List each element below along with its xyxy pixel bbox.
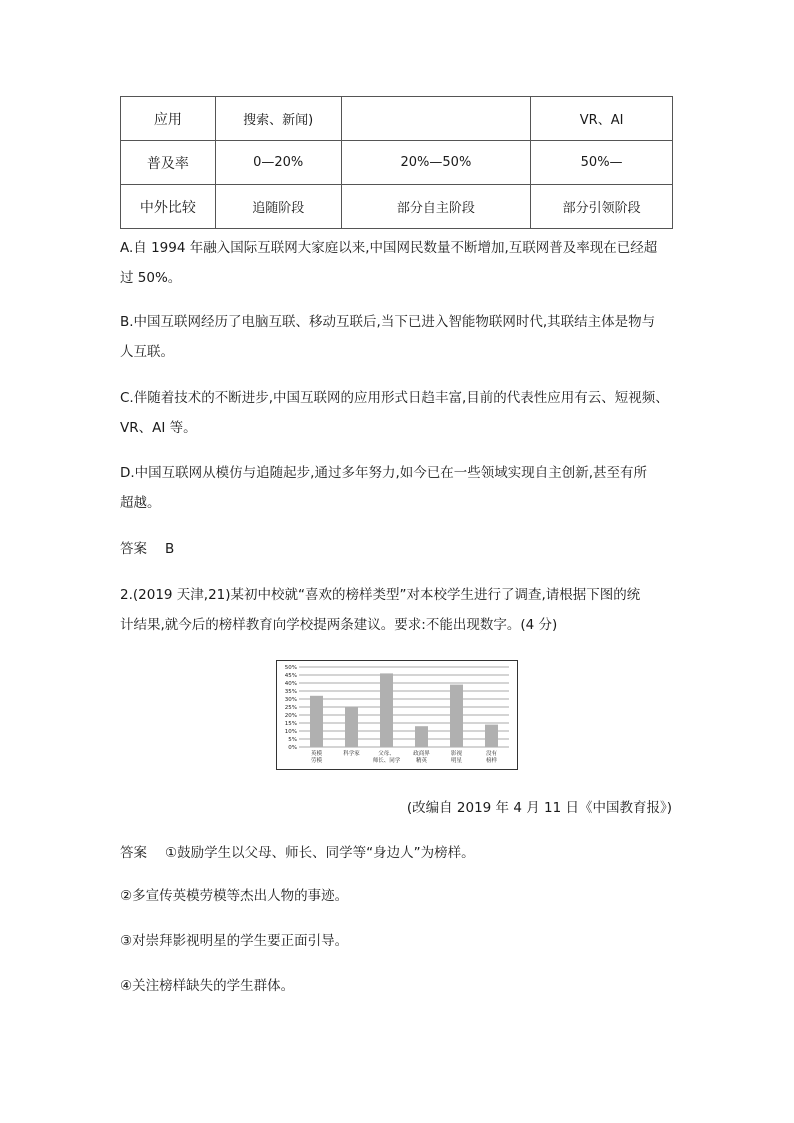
option-a (120, 233, 680, 293)
option-d (120, 458, 680, 518)
bar (450, 685, 463, 747)
table-cell: 应用 (121, 97, 216, 141)
option-b-line2: 人互联。 (120, 344, 174, 360)
x-tick-label: 科学家 (343, 751, 360, 757)
y-tick-label: 35% (284, 689, 297, 695)
bar-chart (276, 660, 518, 770)
option-d-line1: D.中国互联网从模仿与追随起步,通过多年努力,如今已在一些领域实现自主创新,甚至有所 (120, 465, 648, 481)
x-tick-label: 榜样 (485, 758, 498, 764)
table-cell (341, 97, 531, 141)
y-tick-label: 45% (284, 673, 297, 679)
question-2 (120, 580, 680, 640)
option-b-line1: B.中国互联网经历了电脑互联、移动互联后,当下已进入智能物联网时代,其联结主体是物与 (120, 314, 656, 330)
internet-stage-table (120, 96, 673, 229)
bar (485, 725, 498, 747)
y-tick-label: 0% (288, 745, 297, 751)
table-cell: 追随阶段 (215, 185, 341, 229)
table-cell: 普及率 (121, 141, 216, 185)
answer-2-item: ②多宣传英模劳模等杰出人物的事迹。 (120, 888, 349, 904)
bar (415, 726, 428, 747)
y-tick-label: 20% (284, 713, 297, 719)
x-tick-label: 父母、 (378, 751, 395, 757)
table-cell: 部分自主阶段 (341, 185, 531, 229)
y-tick-label: 10% (284, 729, 297, 735)
answer-1 (120, 534, 680, 564)
y-tick-label: 15% (284, 721, 297, 727)
y-tick-label: 30% (284, 697, 297, 703)
y-tick-label: 25% (284, 705, 297, 711)
table-cell: 50%— (531, 141, 673, 185)
y-tick-label: 40% (284, 681, 297, 687)
table-row (121, 185, 673, 229)
answer-value: B (165, 541, 175, 557)
option-c-line2: VR、AI 等。 (120, 420, 197, 436)
bar-chart-svg (277, 661, 517, 769)
x-tick-label: 明星 (450, 758, 463, 764)
table-cell: 20%—50% (341, 141, 531, 185)
option-a-line2: 过 50%。 (120, 270, 182, 286)
x-tick-label: 精英 (415, 758, 428, 764)
answer-2-item: ③对崇拜影视明星的学生要正面引导。 (120, 933, 349, 949)
table-cell: 0—20% (215, 141, 341, 185)
option-c (120, 383, 680, 443)
x-tick-label: 劳模 (310, 758, 323, 764)
x-tick-label: 没有 (485, 751, 498, 757)
x-tick-label: 师长、同学 (372, 758, 401, 764)
table-cell: 搜索、新闻) (215, 97, 341, 141)
source-citation: (改编自 2019 年 4 月 11 日《中国教育报》) (406, 800, 672, 816)
answer-label: 答案 (120, 845, 147, 861)
answer-2-text: ①鼓励学生以父母、师长、同学等“身边人”为榜样。 (165, 845, 475, 861)
option-c-line1: C.伴随着技术的不断进步,中国互联网的应用形式日趋丰富,目前的代表性应用有云、短视频、 (120, 390, 669, 406)
table-row (121, 97, 673, 141)
y-tick-label: 50% (284, 665, 297, 671)
answer-label: 答案 (120, 541, 147, 557)
table-cell: VR、AI (531, 97, 673, 141)
question-2-line1: 2.(2019 天津,21)某初中校就“喜欢的榜样类型”对本校学生进行了调查,请根据下图的统 (120, 587, 641, 603)
x-tick-label: 政商界 (413, 751, 430, 757)
option-a-line1: A.自 1994 年融入国际互联网大家庭以来,中国网民数量不断增加,互联网普及率现在已经超 (120, 240, 658, 256)
bar (345, 707, 358, 747)
option-d-line2: 超越。 (120, 495, 161, 511)
y-tick-label: 5% (288, 737, 297, 743)
x-tick-label: 英模 (310, 751, 323, 757)
answer-2-item (120, 842, 475, 864)
bar (310, 696, 323, 747)
table-cell: 部分引领阶段 (531, 185, 673, 229)
answer-2-item: ④关注榜样缺失的学生群体。 (120, 978, 295, 994)
x-tick-label: 影视 (450, 751, 463, 757)
bar (380, 673, 393, 747)
option-b (120, 307, 680, 367)
question-2-line2: 计结果,就今后的榜样教育向学校提两条建议。要求:不能出现数字。(4 分) (120, 617, 558, 633)
table-row (121, 141, 673, 185)
table-cell: 中外比较 (121, 185, 216, 229)
